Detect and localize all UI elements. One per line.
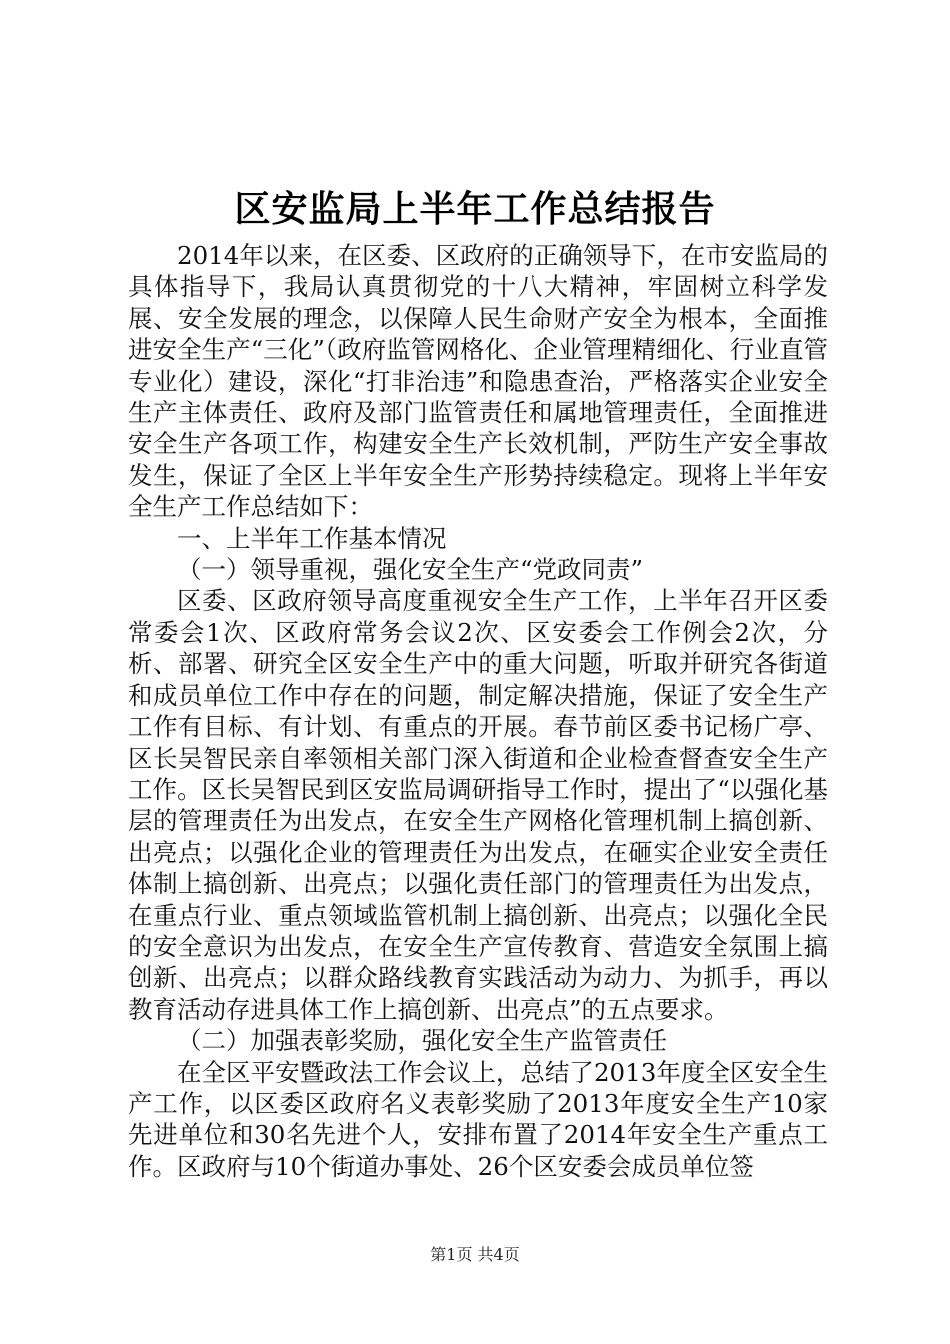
subsection-heading-1: （一）领导重视，强化安全生产“党政同责”: [177, 555, 644, 585]
section-heading-1: 一、上半年工作基本情况: [177, 523, 447, 553]
document-title: 区安监局上半年工作总结报告: [234, 188, 716, 230]
page-footer: 第1页 共4页: [430, 1245, 520, 1264]
document-body: [128, 240, 828, 1182]
subsection-heading-2: （二）加强表彰奖励，强化安全生产监管责任: [177, 1026, 667, 1056]
subsection-2-paragraph: 在全区平安暨政法工作会议上，总结了2013年度全区安全生产工作，以区委区政府名义表彰奖励了2013年度安全生产10家先进单位和30名先进个人，安排布置了2014年安全生产重点工作。区政府与10个街道办事处、26个区安委会成员单位签: [128, 1057, 828, 1181]
intro-paragraph: 2014年以来，在区委、区政府的正确领导下，在市安监局的具体指导下，我局认真贯彻党的十八大精神，牢固树立科学发展、安全发展的理念，以保障人民生命财产安全为根本，全面推进安全生产“三化”（政府监管网格化、企业管理精细化、行业直管专业化）建设，深化“打非治违”和隐患查治，严格落实企业安全生产主体责任、政府及部门监管责任和属地管理责任，全面推进安全生产各项工作，构建安全生产长效机制，严防生产安全事故发生，保证了全区上半年安全生产形势持续稳定。现将上半年安全生产工作总结如下：: [128, 241, 828, 522]
subsection-1-paragraph: 区委、区政府领导高度重视安全生产工作，上半年召开区委常委会1次、区政府常务会议2次、区安委会工作例会2次，分析、部署、研究全区安全生产中的重大问题，听取并研究各街道和成员单位工作中存在的问题，制定解决措施，保证了安全生产工作有目标、有计划、有重点的开展。春节前区委书记杨广亭、区长吴智民亲自率领相关部门深入街道和企业检查督查安全生产工作。区长吴智民到区安监局调研指导工作时，提出了“以强化基层的管理责任为出发点，在安全生产网格化管理机制上搞创新、出亮点；以强化企业的管理责任为出发点，在砸实企业安全责任体制上搞创新、出亮点；以强化责任部门的管理责任为出发点，在重点行业、重点领域监管机制上搞创新、出亮点；以强化全民的安全意识为出发点，在安全生产宣传教育、营造安全氛围上搞创新、出亮点；以群众路线教育实践活动为动力、为抓手，再以教育活动存进具体工作上搞创新、出亮点”的五点要求。: [128, 586, 828, 1024]
